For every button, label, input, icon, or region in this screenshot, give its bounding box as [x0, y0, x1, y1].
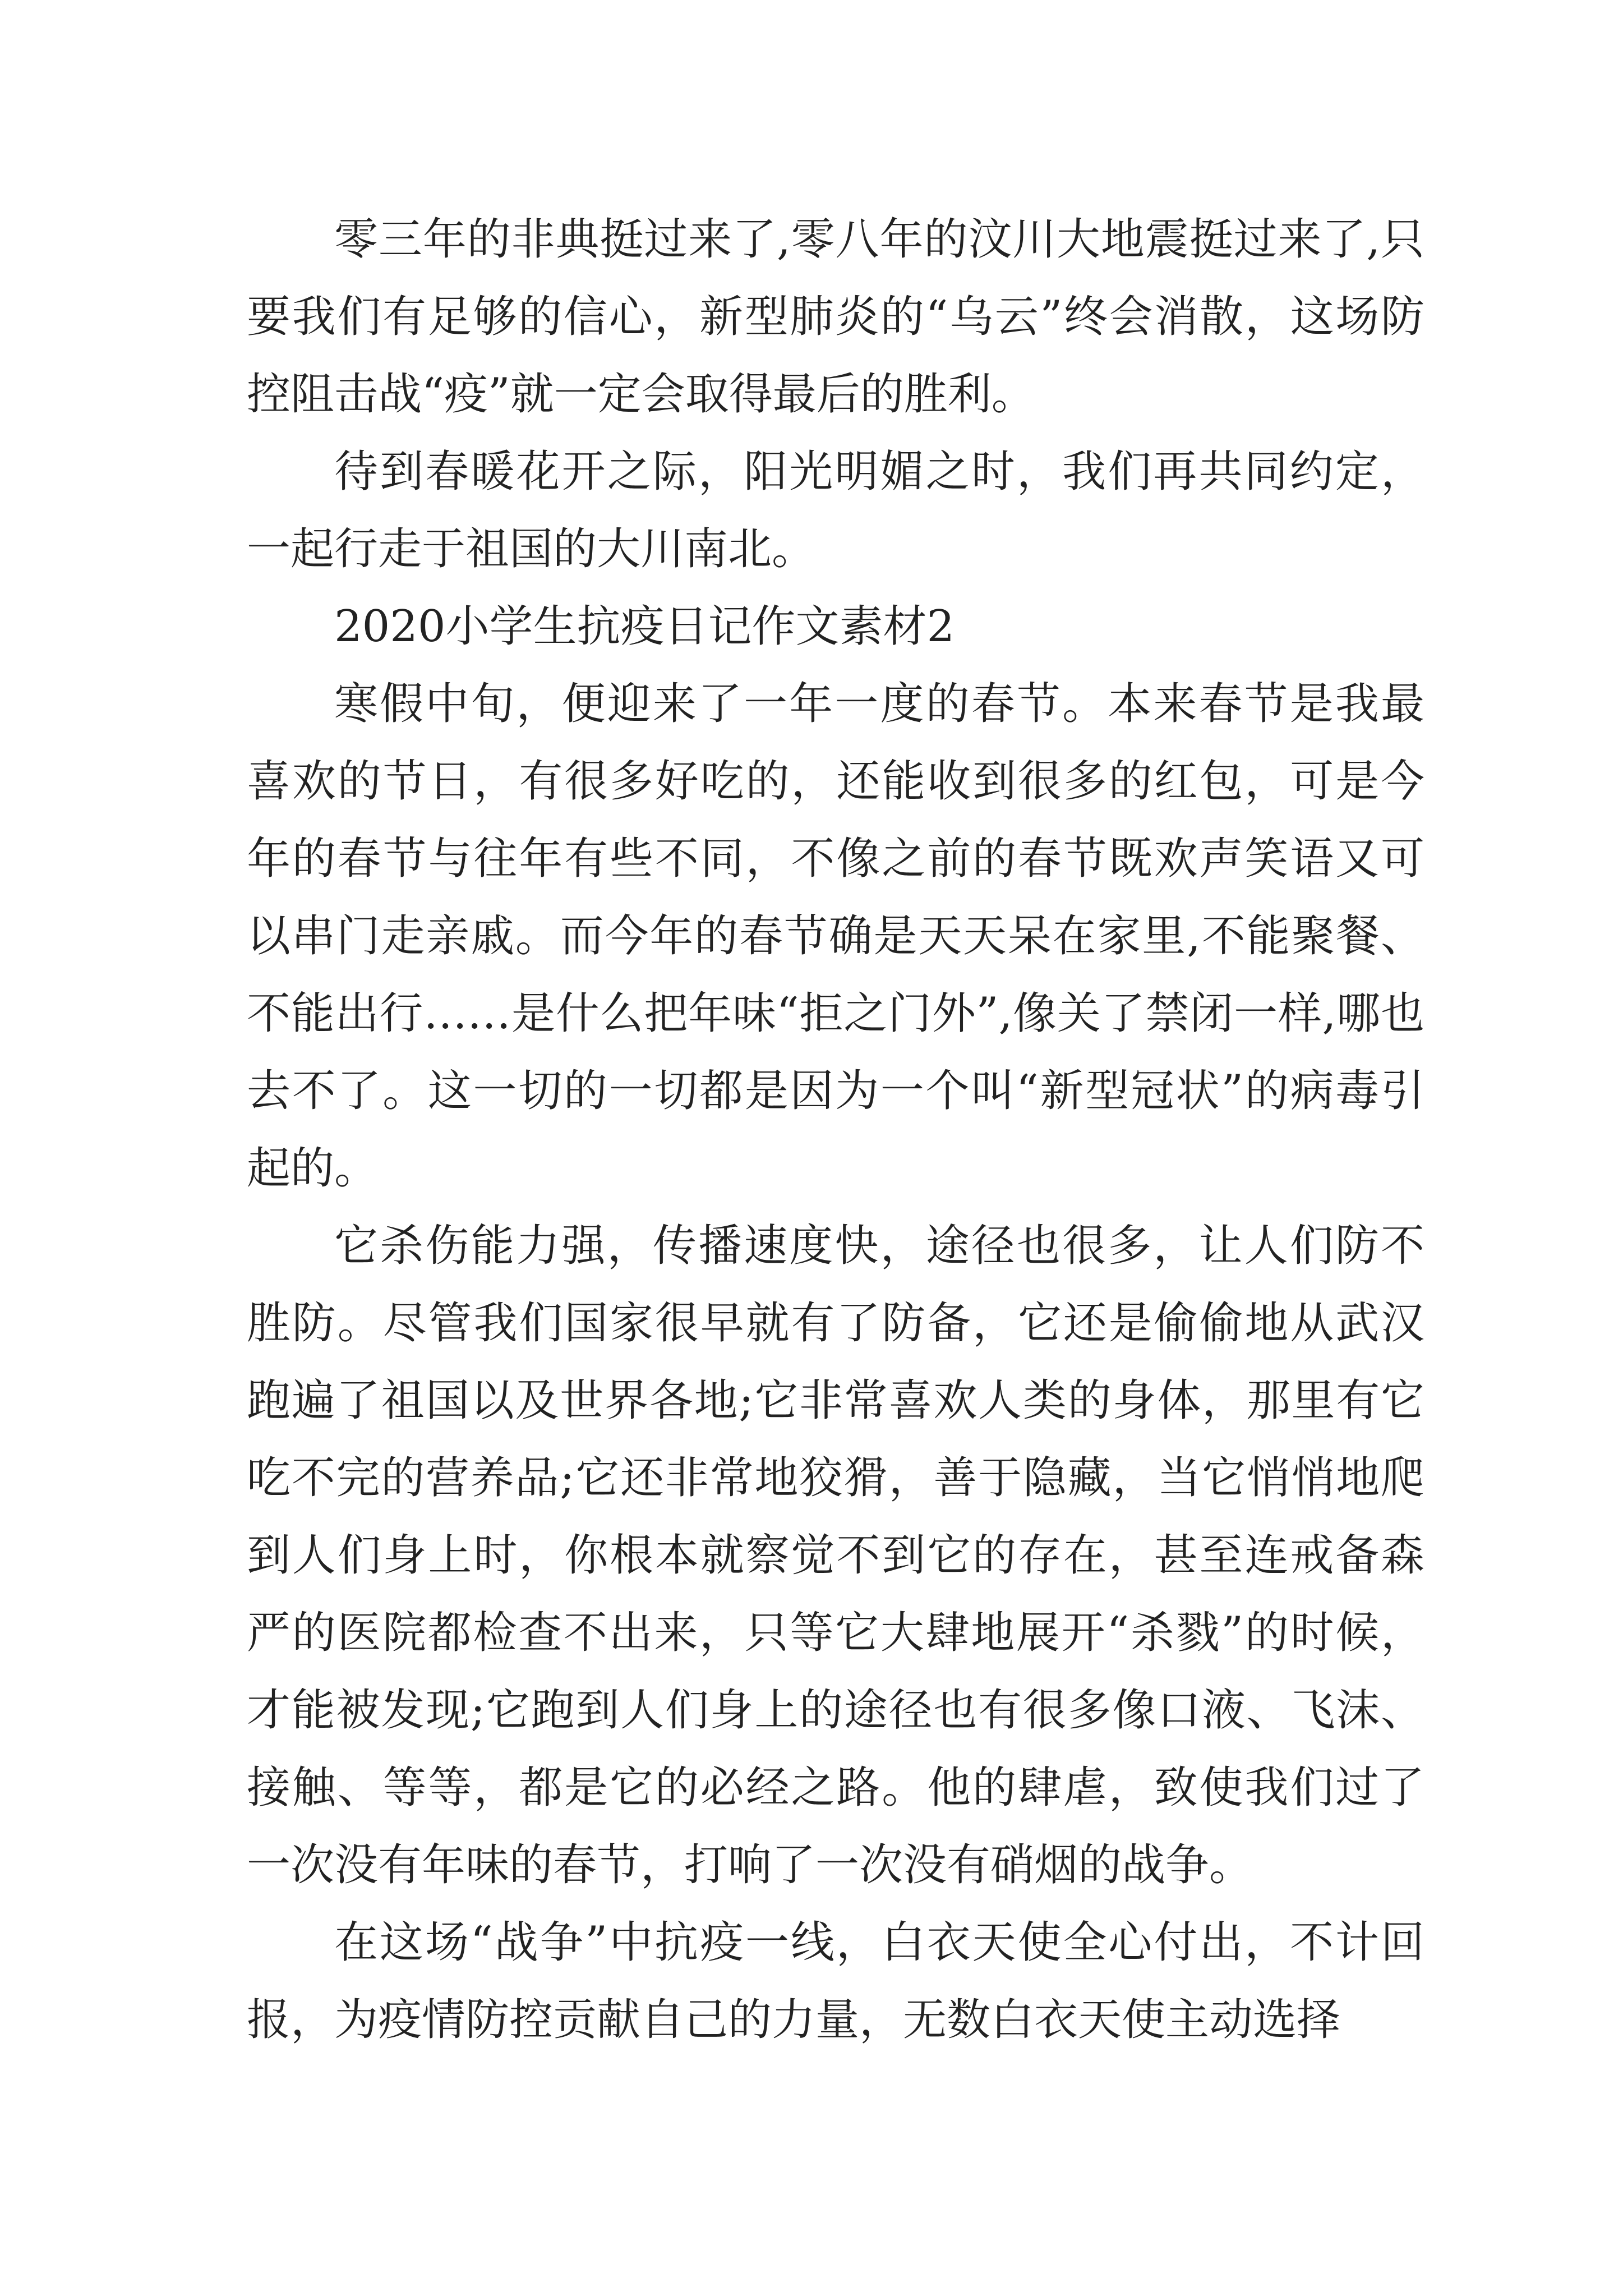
paragraph-2: 待到春暖花开之际，阳光明媚之时，我们再共同约定，一起行走于祖国的大川南北。	[247, 447, 1424, 574]
section-title: 2020小学生抗疫日记作文素材2	[334, 601, 955, 652]
paragraph-5: 在这场“战争”中抗疫一线，白衣天使全心付出，不计回报，为疫情防控贡献自己的力量，无数白衣天使主动选择	[247, 1917, 1424, 2045]
paragraph-1: 零三年的非典挺过来了,零八年的汶川大地震挺过来了,只要我们有足够的信心，新型肺炎的“乌云”终会消散，这场防控阻击战“疫”就一定会取得最后的胜利。	[247, 214, 1424, 420]
document-body	[247, 201, 1424, 2059]
paragraph-3: 寒假中旬，便迎来了一年一度的春节。本来春节是我最喜欢的节日，有很多好吃的，还能收到很多的红包，可是今年的春节与往年有些不同，不像之前的春节既欢声笑语又可以串门走亲戚。而今年的春节确是天天呆在家里,不能聚餐、不能出行……是什么把年味“拒之门外”,像关了禁闭一样,哪也去不了。这一切的一切都是因为一个叫“新型冠状”的病毒引起的。	[247, 679, 1424, 1194]
paragraph-4: 它杀伤能力强，传播速度快，途径也很多，让人们防不胜防。尽管我们国家很早就有了防备，它还是偷偷地从武汉跑遍了祖国以及世界各地;它非常喜欢人类的身体，那里有它吃不完的营养品;它还非常地狡猾，善于隐藏，当它悄悄地爬到人们身上时，你根本就察觉不到它的存在，甚至连戒备森严的医院都检查不出来，只等它大肆地展开“杀戮”的时候，才能被发现;它跑到人们身上的途径也有很多像口液、飞沫、接触、等等，都是它的必经之路。他的肆虐，致使我们过了一次没有年味的春节，打响了一次没有硝烟的战争。	[247, 1221, 1424, 1890]
